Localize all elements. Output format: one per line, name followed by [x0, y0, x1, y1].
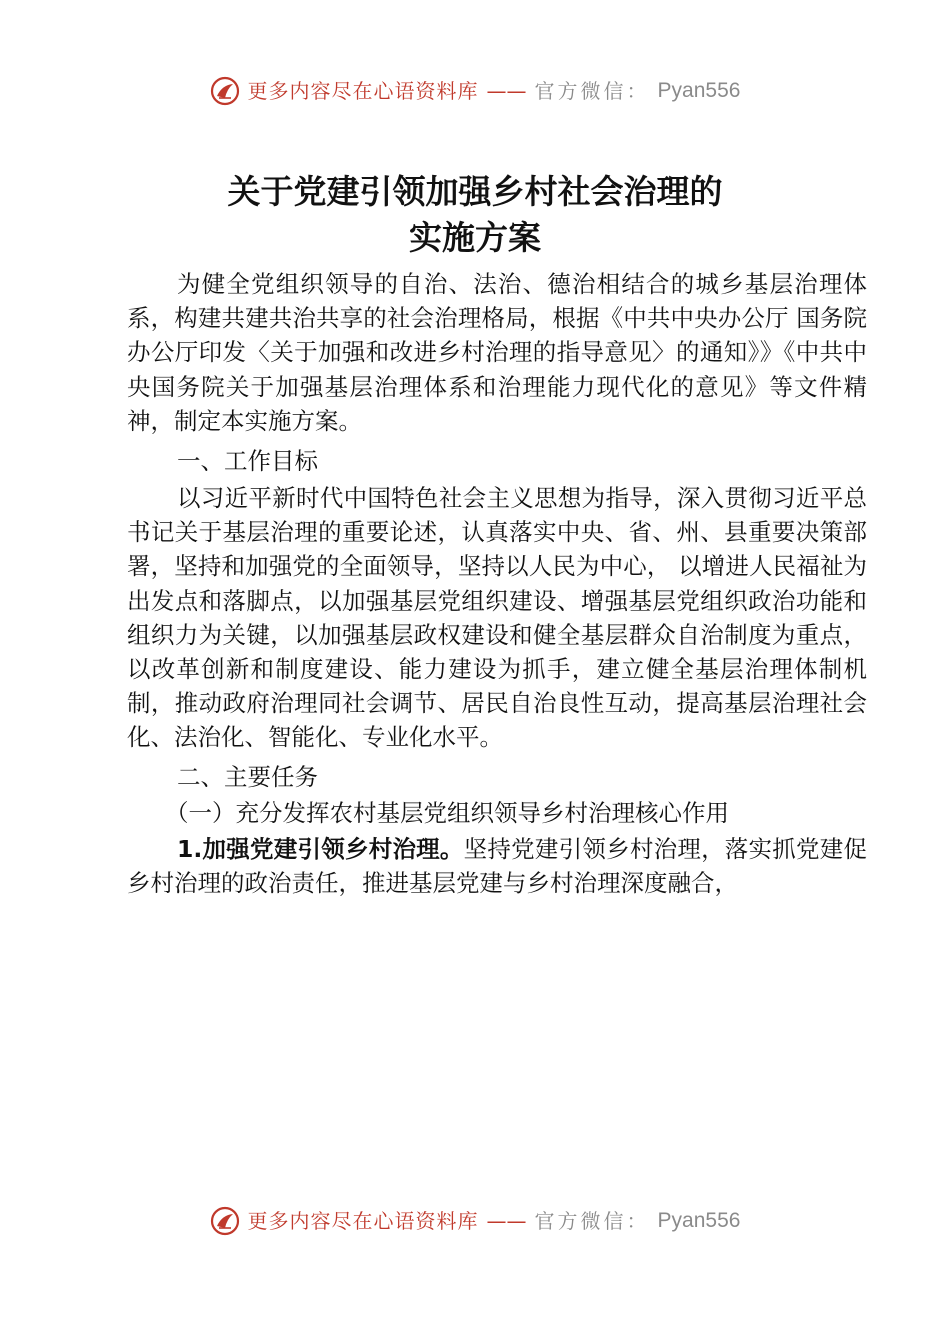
item1-body: 坚持党建引领乡村治理，落实抓党建促乡村治理的政治责任，推进基层党建与乡村治理深度融合， — [127, 835, 868, 898]
watermark-label: 官方微信： — [534, 1209, 650, 1233]
section1-paragraph: 以习近平新时代中国特色社会主义思想为指导，深入贯彻习近平总书记关于基层治理的重要论述，认真落实中央、省、州、县重要决策部署，坚持和加强党的全面领导，坚持以人民为中心， 以增进人民福祉为出发点和落脚点，以加强基层党组织建设、增强基层党组织政治功能和组织力为关键，以加强基层政权建设和健全基层群众自治制度为重点，以改革创新和制度建设、能力建设为抓手，建立健全基层治理体制机制，推动政府治理同社会调节、居民自治良性互动，提高基层治理社会化、法治化、智能化、专业化水平。 — [127, 484, 867, 752]
watermark-id: Pyan556 — [657, 1209, 741, 1232]
document-title-line1: 关于党建引领加强乡村社会治理的 — [227, 172, 723, 211]
watermark-dash: —— — [486, 79, 527, 103]
document-title-line2: 实施方案 — [409, 218, 541, 257]
watermark-text: 更多内容尽在心语资料库 — [247, 79, 479, 103]
item1-paragraph — [127, 832, 867, 900]
watermark-id: Pyan556 — [657, 79, 741, 102]
footer-watermark — [0, 1206, 950, 1236]
section1-heading: 一、工作目标 — [177, 447, 318, 475]
header-watermark — [0, 76, 950, 106]
intro-paragraph: 为健全党组织领导的自治、法治、德治相结合的城乡基层治理体系，构建共建共治共享的社会治理格局，根据《中共中央办公厅 国务院办公厅印发〈关于加强和改进乡村治理的指导意见〉的通知》》《中共中央国务院关于加强基层治理体系和治理能力现代化的意见》等文件精神，制定本实施方案。 — [127, 270, 867, 435]
subsection1-heading: （一）充分发挥农村基层党组织领导乡村治理核心作用 — [165, 799, 729, 827]
section2-heading: 二、主要任务 — [177, 763, 318, 791]
item1-lead: 1.加强党建引领乡村治理。 — [177, 835, 464, 863]
watermark-label: 官方微信： — [534, 79, 650, 103]
book-logo-icon — [210, 76, 240, 106]
watermark-dash: —— — [486, 1209, 527, 1233]
book-logo-icon — [210, 1206, 240, 1236]
watermark-text: 更多内容尽在心语资料库 — [247, 1209, 479, 1233]
